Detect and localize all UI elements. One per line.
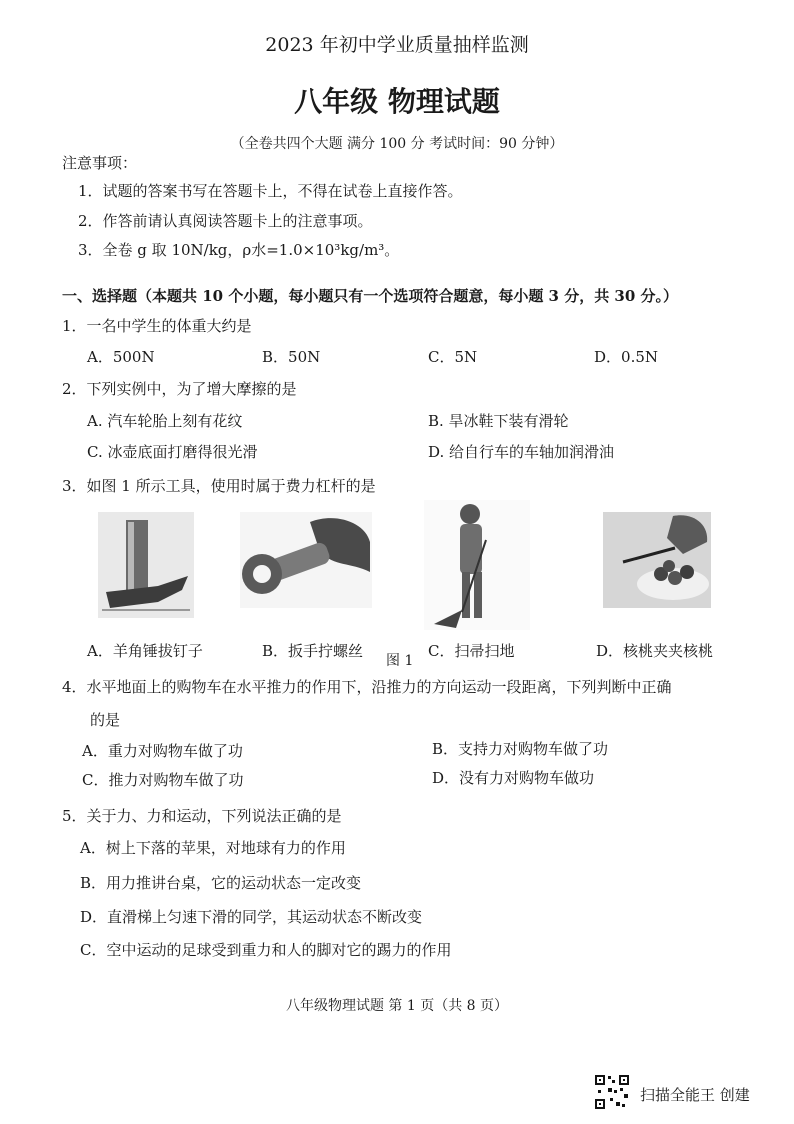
option-b: B．支持力对购物车做了功 [432, 740, 609, 758]
option-c: C. 冰壶底面打磨得很光滑 [87, 443, 258, 461]
option-b: B．扳手拧螺丝 [262, 642, 364, 660]
option-b: B．50N [262, 348, 321, 366]
question-stem: 3．如图 1 所示工具，使用时属于费力杠杆的是 [62, 477, 376, 495]
scanner-watermark: 扫描全能王 创建 [640, 1086, 750, 1104]
option-c: C．推力对购物车做了功 [82, 771, 244, 789]
option-a: A．重力对购物车做了功 [82, 742, 243, 760]
hammer-image [98, 512, 194, 618]
option-c: C．5N [428, 348, 478, 366]
qr-code-icon [594, 1074, 630, 1110]
subject-title: 八年级 物理试题 [294, 85, 500, 118]
exam-title: 2023 年初中学业质量抽样监测 [265, 34, 529, 56]
wrench-image [240, 512, 372, 608]
nutcracker-image [603, 512, 711, 608]
option-d: D. 给自行车的车轴加润滑油 [428, 443, 615, 461]
question-stem: 4．水平地面上的购物车在水平推力的作用下，沿推力的方向运动一段距离，下列判断中正确 [62, 678, 672, 696]
option-b: B. 旱冰鞋下装有滑轮 [428, 412, 569, 430]
option-c: C．扫帚扫地 [428, 642, 515, 660]
option-d: D．核桃夹夹核桃 [596, 642, 714, 660]
option-a: A．500N [87, 348, 155, 366]
question-stem: 5．关于力、力和运动，下列说法正确的是 [62, 807, 342, 825]
option-c: C．空中运动的足球受到重力和人的脚对它的踢力的作用 [80, 941, 452, 959]
note-item: 1．试题的答案书写在答题卡上，不得在试卷上直接作答。 [78, 182, 463, 200]
option-d: D．0.5N [594, 348, 659, 366]
option-d: D．没有力对购物车做功 [432, 769, 595, 787]
option-b: B．用力推讲台桌，它的运动状态一定改变 [80, 874, 362, 892]
page-footer: 八年级物理试题 第 1 页（共 8 页） [285, 998, 509, 1014]
question-stem: 1．一名中学生的体重大约是 [62, 317, 252, 335]
note-item: 2．作答前请认真阅读答题卡上的注意事项。 [78, 212, 373, 230]
question-stem-continued: 的是 [90, 711, 121, 729]
notes-heading: 注意事项： [62, 154, 138, 172]
option-a: A．羊角锤拔钉子 [87, 642, 203, 660]
question-stem: 2．下列实例中，为了增大摩擦的是 [62, 380, 297, 398]
option-a: A. 汽车轮胎上刻有花纹 [87, 412, 243, 430]
exam-info: （全卷共四个大题 满分 100 分 考试时间：90 分钟） [230, 136, 564, 152]
note-item: 3．全卷 g 取 10N/kg，ρ水=1.0×10³kg/m³。 [78, 241, 400, 259]
broom-image [424, 500, 530, 630]
figure-caption: 图 1 [386, 653, 414, 669]
option-d: D．直滑梯上匀速下滑的同学，其运动状态不断改变 [80, 908, 423, 926]
option-a: A．树上下落的苹果，对地球有力的作用 [80, 839, 346, 857]
section-heading: 一、选择题（本题共 10 个小题，每小题只有一个选项符合题意，每小题 3 分，共 30 分。） [62, 287, 679, 305]
